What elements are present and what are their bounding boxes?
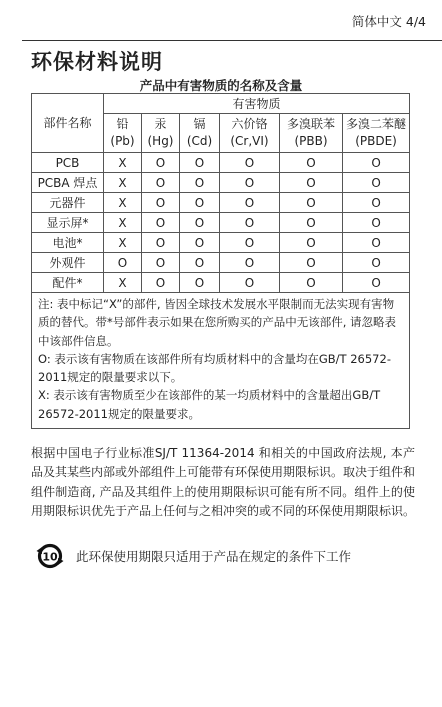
substance-column-header (104, 114, 142, 153)
substance-symbol: (PBB) (294, 134, 328, 148)
substance-value-cell: O (142, 233, 180, 253)
substance-value-cell: X (104, 213, 142, 233)
table-row (32, 253, 410, 273)
substance-value-cell: O (180, 153, 220, 173)
substance-value-cell: O (142, 273, 180, 293)
part-name-cell: 电池* (32, 233, 104, 253)
substance-name: 铅 (116, 117, 129, 131)
table-row (32, 173, 410, 193)
substance-name: 多溴二苯醚 (346, 117, 407, 131)
part-name-cell: 配件* (32, 273, 104, 293)
substance-column-header (220, 114, 280, 153)
substance-symbol: (Cd) (186, 134, 213, 148)
substance-value-cell: O (104, 253, 142, 273)
substance-symbol: (Cr,VI) (230, 134, 269, 148)
substance-symbol: (Hg) (147, 134, 174, 148)
substance-value-cell: O (220, 153, 280, 173)
substance-value-cell: O (343, 193, 410, 213)
table-row (32, 273, 410, 293)
substance-symbol: (Pb) (110, 134, 135, 148)
substance-value-cell: O (180, 273, 220, 293)
substance-group-header: 有害物质 (104, 94, 410, 114)
table-note: 注: 表中标记“X”的部件, 皆因全球技术发展水平限制而无法实现有害物质的替代。带*号部件表示如果在您所购买的产品中无该部件, 请忽略表中该部件信息。 (38, 297, 397, 348)
substance-name: 多溴联苯 (286, 117, 335, 131)
substance-value-cell: O (142, 253, 180, 273)
substance-value-cell: O (280, 153, 343, 173)
table-row (32, 233, 410, 253)
substance-value-cell: X (104, 233, 142, 253)
substance-value-cell: O (280, 213, 343, 233)
substance-value-cell: O (220, 253, 280, 273)
substance-value-cell: O (142, 153, 180, 173)
substance-value-cell: O (220, 233, 280, 253)
substance-value-cell: X (104, 193, 142, 213)
regulation-paragraph: 根据中国电子行业标准SJ/T 11364-2014 和相关的中国政府法规, 本产品及其某些内部或外部组件上可能带有环保使用期限标识。取决于组件和组件制造商, 产品及其组件上的使用期限标识可能有所不同。组件上的使用期限标识优先于产品上任何与之相冲突的或不同的环保使用期限标识。 (31, 446, 416, 519)
table-notes (32, 293, 410, 429)
substance-column-header (280, 114, 343, 153)
substance-value-cell: O (343, 233, 410, 253)
substance-value-cell: O (280, 233, 343, 253)
substance-value-cell: O (343, 173, 410, 193)
page-title: 环保材料说明 (31, 50, 163, 74)
substance-symbol: (PBDE) (355, 134, 397, 148)
hazardous-substance-table (31, 93, 410, 429)
substance-name: 汞 (154, 117, 167, 131)
substance-value-cell: O (220, 273, 280, 293)
substance-value-cell: X (104, 273, 142, 293)
efup-number: 10 (42, 550, 58, 564)
substance-name: 镉 (193, 117, 206, 131)
substance-value-cell: O (142, 173, 180, 193)
efup-10-icon (33, 541, 67, 571)
substance-value-cell: O (180, 233, 220, 253)
substance-value-cell: O (280, 173, 343, 193)
part-name-cell: 外观件 (32, 253, 104, 273)
page-label: 简体中文 4/4 (351, 14, 426, 29)
part-name-header: 部件名称 (32, 94, 104, 153)
substance-value-cell: O (142, 213, 180, 233)
part-name-cell: 元器件 (32, 193, 104, 213)
part-name-cell: PCB (32, 153, 104, 173)
table-note: O: 表示该有害物质在该部件所有均质材料中的含量均在GB/T 26572-2011规定的限量要求以下。 (38, 351, 391, 385)
substance-value-cell: O (343, 253, 410, 273)
substance-value-cell: X (104, 153, 142, 173)
substance-value-cell: O (180, 173, 220, 193)
part-name-cell: PCBA 焊点 (32, 173, 104, 193)
substance-column-header (180, 114, 220, 153)
substance-name: 六价铬 (231, 117, 268, 131)
substance-value-cell: O (220, 193, 280, 213)
substance-value-cell: O (180, 253, 220, 273)
table-row (32, 213, 410, 233)
substance-column-header (343, 114, 410, 153)
substance-value-cell: O (343, 153, 410, 173)
substance-value-cell: O (180, 193, 220, 213)
header-divider (22, 40, 442, 41)
table-note: X: 表示该有害物质至少在该部件的某一均质材料中的含量超出GB/T 26572-2011规定的限量要求。 (38, 388, 381, 421)
substance-value-cell: O (180, 213, 220, 233)
substance-value-cell: X (104, 173, 142, 193)
efup-statement: 此环保使用期限只适用于产品在规定的条件下工作 (76, 549, 352, 564)
table-row (32, 193, 410, 213)
substance-value-cell: O (220, 213, 280, 233)
substance-value-cell: O (280, 193, 343, 213)
substance-value-cell: O (280, 273, 343, 293)
substance-value-cell: O (343, 273, 410, 293)
substance-value-cell: O (343, 213, 410, 233)
substance-column-header (142, 114, 180, 153)
substance-value-cell: O (142, 193, 180, 213)
substance-value-cell: O (280, 253, 343, 273)
part-name-cell: 显示屏* (32, 213, 104, 233)
table-row (32, 153, 410, 173)
table-caption: 产品中有害物质的名称及含量 (139, 78, 303, 93)
substance-value-cell: O (220, 173, 280, 193)
